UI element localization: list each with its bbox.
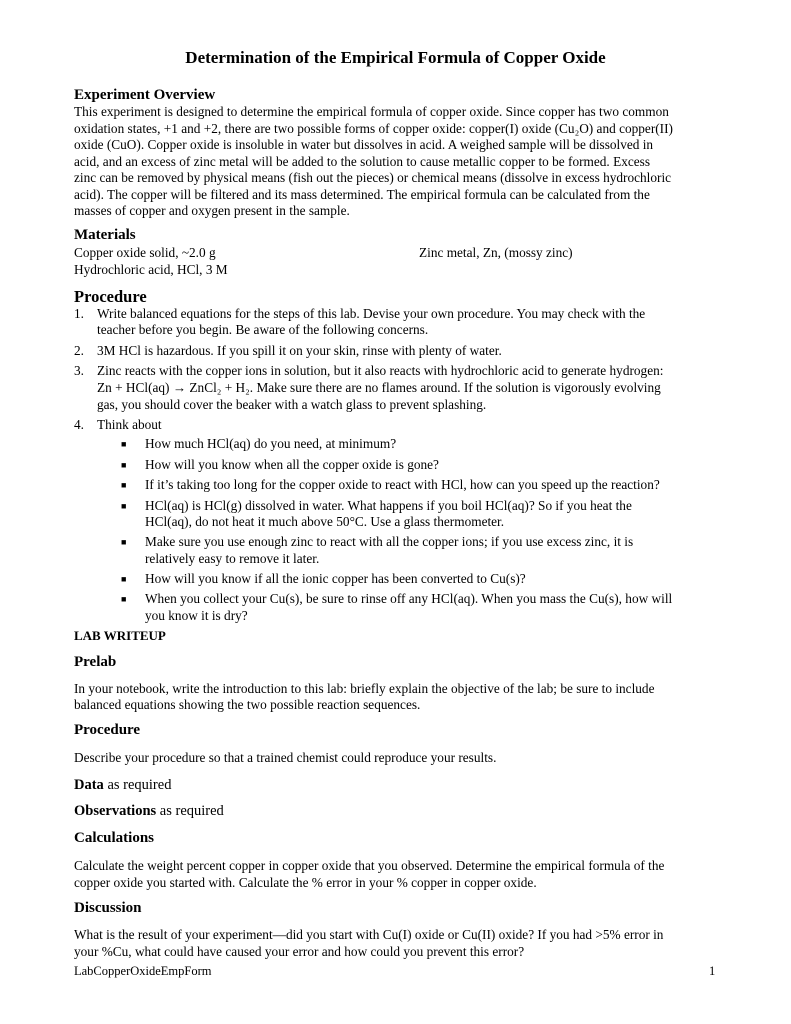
overview-line: acid, and an excess of zinc metal will be added to the solution to cause metallic copper to be formed. Excess: [74, 154, 650, 169]
page-number: 1: [709, 964, 716, 978]
step-text: Think about: [97, 417, 162, 432]
bullet-text: HCl(aq), do not heat it much above 50°C. Use a glass thermometer.: [145, 514, 505, 529]
bullet-text: How will you know if all the ionic copper has been converted to Cu(s)?: [145, 571, 526, 586]
bullet-icon: ■: [121, 501, 127, 511]
step-number: 2.: [74, 343, 84, 358]
overview-line: zinc can be removed by physical means (fish out the pieces) or chemical means (dissolve in excess hydrochloric: [74, 170, 672, 185]
step-number: 1.: [74, 306, 84, 321]
reaction-equation: Zn + HCl(aq) → ZnCl₂ + H₂. Make sure there are no flames around. If the solution is vigorously evolving: [97, 380, 661, 395]
step-text: gas, you should cover the beaker with a watch glass to prevent splashing.: [97, 397, 487, 412]
prelab-heading: Prelab: [74, 654, 117, 670]
bullet-text: Make sure you use enough zinc to react with all the copper ions; if you use excess zinc, it is: [145, 534, 634, 549]
page-title: Determination of the Empirical Formula of Copper Oxide: [185, 48, 606, 67]
writeup-heading: LAB WRITEUP: [74, 628, 166, 643]
step-text: Write balanced equations for the steps of this lab. Devise your own procedure. You may check with the: [97, 306, 646, 321]
bullet-icon: ■: [121, 537, 127, 547]
writeup-procedure-text: Describe your procedure so that a trained chemist could reproduce your results.: [74, 750, 497, 765]
bullet-text: If it’s taking too long for the copper oxide to react with HCl, how can you speed up the reaction?: [145, 477, 660, 492]
material-item: Copper oxide solid, ~2.0 g: [74, 245, 216, 260]
material-item: Zinc metal, Zn, (mossy zinc): [419, 245, 573, 260]
step-text: 3M HCl is hazardous. If you spill it on your skin, rinse with plenty of water.: [97, 343, 502, 358]
step-number: 4.: [74, 417, 84, 432]
bullet-text: you know it is dry?: [145, 608, 248, 623]
procedure-heading: Procedure: [74, 287, 147, 306]
observations-line: [74, 803, 224, 820]
step-number: 3.: [74, 363, 84, 378]
overview-line: oxidation states, +1 and +2, there are two possible forms of copper oxide: copper(I) oxide (Cu₂O) and copper(II): [74, 121, 673, 136]
overview-line: oxide (CuO). Copper oxide is insoluble in water but dissolves in acid. A weighed sample will be dissolved in: [74, 137, 654, 152]
bullet-icon: ■: [121, 574, 127, 584]
bullet-icon: ■: [121, 480, 127, 490]
prelab-text: balanced equations showing the two possible reaction sequences.: [74, 697, 421, 712]
step-text: Zinc reacts with the copper ions in solution, but it also reacts with hydrochloric acid to generate hydrogen:: [97, 363, 664, 378]
observations-rest: as required: [156, 803, 224, 819]
observations-label: Observations: [74, 803, 157, 819]
bullet-text: How much HCl(aq) do you need, at minimum?: [145, 436, 397, 451]
data-label: Data: [74, 777, 104, 793]
step-text: teacher before you begin. Be aware of the following concerns.: [97, 322, 429, 337]
bullet-text: HCl(aq) is HCl(g) dissolved in water. What happens if you boil HCl(aq)? So if you heat the: [145, 498, 632, 513]
overview-line: acid). The copper will be filtered and its mass determined. The empirical formula can be calculated from the: [74, 187, 650, 202]
bullet-icon: ■: [121, 439, 127, 449]
discussion-text: What is the result of your experiment—did you start with Cu(I) oxide or Cu(II) oxide? If you had >5% error in: [74, 927, 664, 942]
footer-filename: LabCopperOxideEmpForm: [74, 964, 212, 978]
overview-heading: Experiment Overview: [74, 87, 216, 103]
materials-heading: Materials: [74, 227, 136, 243]
overview-line: This experiment is designed to determine the empirical formula of copper oxide. Since copper has two common: [74, 104, 669, 119]
bullet-icon: ■: [121, 460, 127, 470]
material-item: Hydrochloric acid, HCl, 3 M: [74, 262, 228, 277]
calculations-heading: Calculations: [74, 830, 155, 846]
data-rest: as required: [103, 777, 172, 793]
calculations-text: Calculate the weight percent copper in copper oxide that you observed. Determine the empirical formula of the: [74, 858, 665, 873]
bullet-text: How will you know when all the copper oxide is gone?: [145, 457, 439, 472]
overview-line: masses of copper and oxygen present in the sample.: [74, 203, 350, 218]
data-line: [74, 777, 171, 794]
discussion-text: your %Cu, what could have caused your error and how could you prevent this error?: [74, 944, 525, 959]
writeup-procedure-heading: Procedure: [74, 722, 141, 738]
prelab-text: In your notebook, write the introduction to this lab: briefly explain the objective of the lab; be sure to include: [74, 681, 655, 696]
bullet-text: relatively easy to remove it later.: [145, 551, 320, 566]
bullet-text: When you collect your Cu(s), be sure to rinse off any HCl(aq). When you mass the Cu(s), how will: [145, 591, 673, 606]
discussion-heading: Discussion: [74, 900, 142, 916]
calculations-text: copper oxide you started with. Calculate the % error in your % copper in copper oxide.: [74, 875, 537, 890]
bullet-icon: ■: [121, 594, 127, 604]
